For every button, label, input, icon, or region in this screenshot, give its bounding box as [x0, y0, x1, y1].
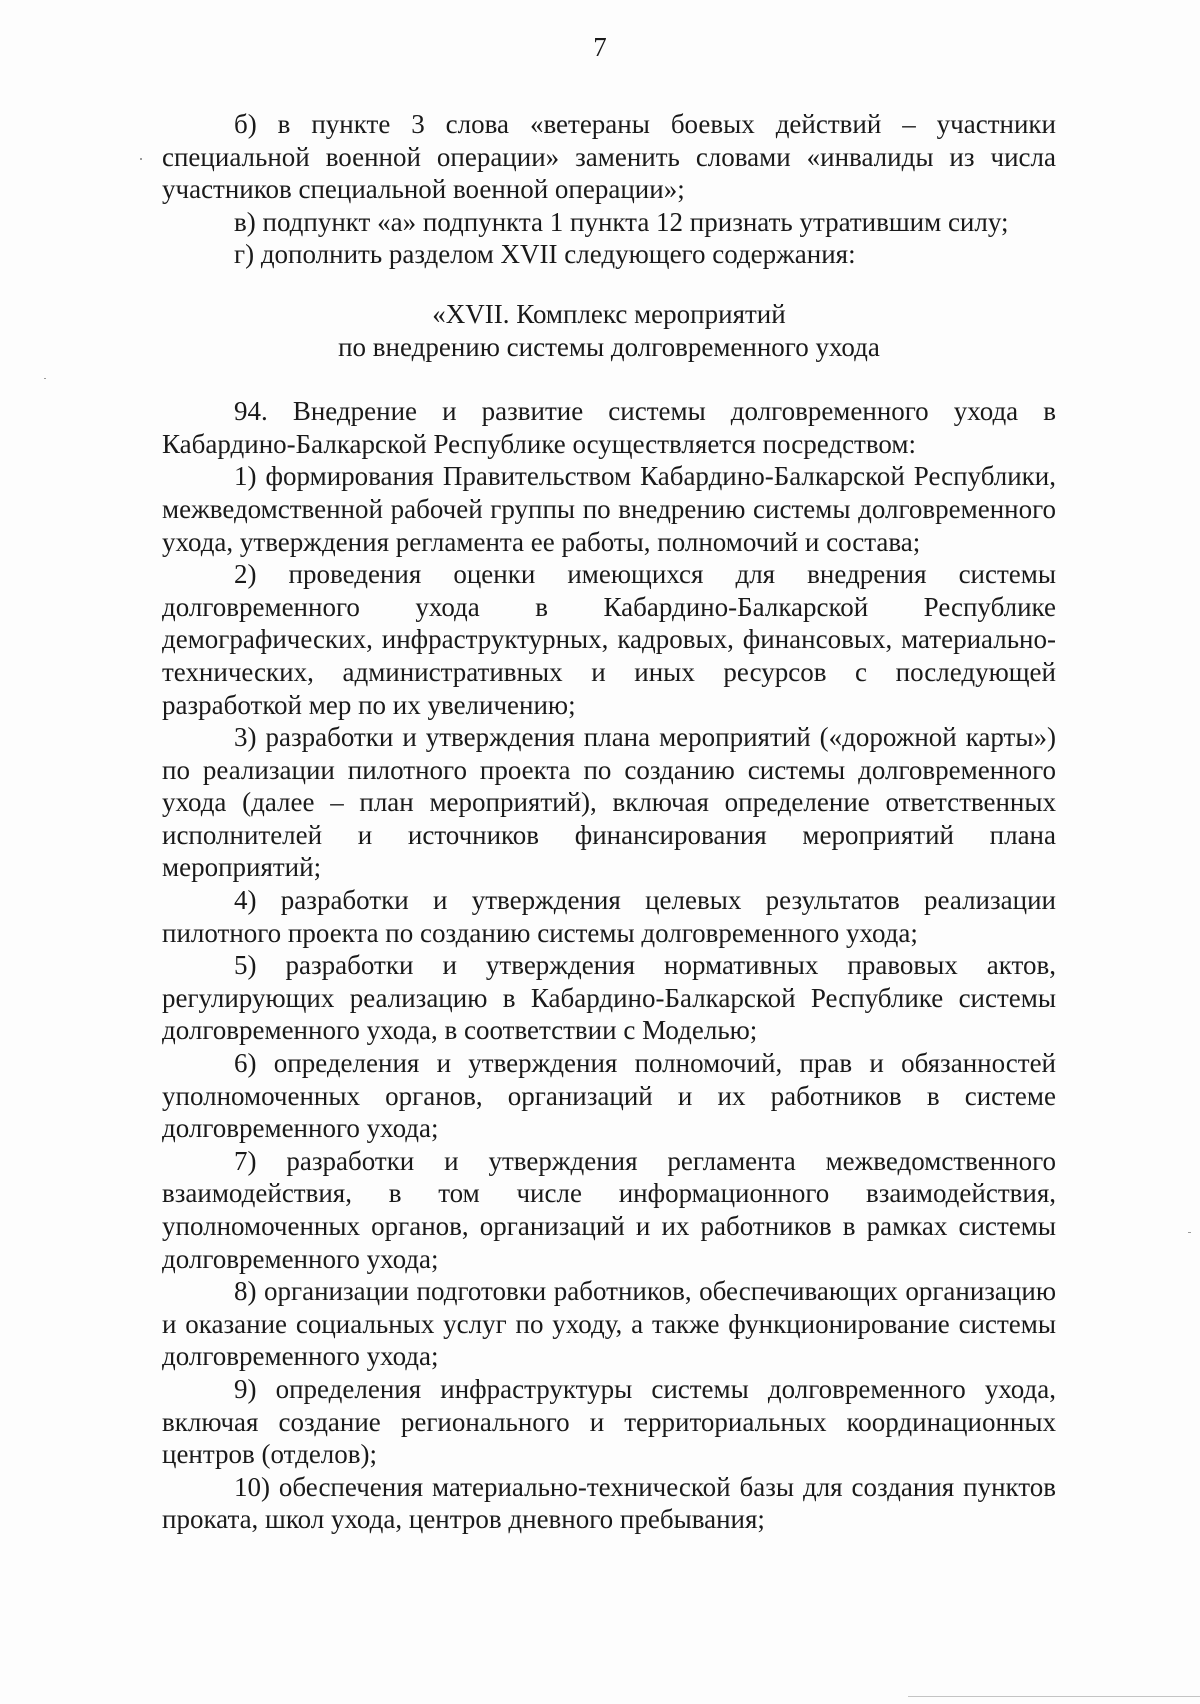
paragraph-94: 94. Внедрение и развитие системы долговременного ухода в Кабардино-Балкарской Республике осуществляется посредством: — [162, 396, 1056, 459]
amendment-g: г) дополнить разделом XVII следующего содержания: — [234, 239, 856, 270]
amendment-b: б) в пункте 3 слова «ветераны боевых действий – участники специальной военной операции» заменить словами «инвалиды из числа участников специальной военной операции»; — [162, 109, 1056, 205]
document-body — [162, 108, 1056, 1536]
list-item-1: 1) формирования Правительством Кабардино-Балкарской Республики, межведомственной рабочей группы по внедрению системы долговременного ухода, утверждения регламента ее работы, полномочий и состава; — [162, 461, 1056, 557]
list-item-9: 9) определения инфраструктуры системы долговременного ухода, включая создание регионального и территориальных координационных центров (отделов); — [162, 1373, 1056, 1470]
list-item-3: 3) разработки и утверждения плана мероприятий («дорожной карты») по реализации пилотного проекта по созданию системы долговременного ухода (далее – план мероприятий), включая определение ответственных исполнителей и источников финансирования мероприятий плана мероприятий; — [162, 722, 1056, 883]
page-number: 7 — [593, 32, 607, 62]
list-item-5: 5) разработки и утверждения нормативных правовых актов, регулирующих реализацию в Кабардино-Балкарской Республике системы долговременного ухода, в соответствии с Моделью; — [162, 950, 1056, 1046]
list-item-2: 2) проведения оценки имеющихся для внедрения системы долговременного ухода в Кабардино-Балкарской Республике демографических, инфраструктурных, кадровых, финансовых, материально-технических, административных и иных ресурсов с последующей разработкой мер по их увеличению; — [162, 559, 1056, 720]
spacer — [162, 271, 1056, 298]
section-heading-line-2: по внедрению системы долговременного ухода — [338, 331, 880, 362]
amendment-v: в) подпункт «а» подпункта 1 пункта 12 признать утратившим силу; — [234, 206, 1009, 237]
scan-speck — [44, 378, 46, 379]
list-item-10: 10) обеспечения материально-технической базы для создания пунктов проката, школ ухода, центров дневного пребывания; — [162, 1471, 1056, 1535]
list-item-6: 6) определения и утверждения полномочий, прав и обязанностей уполномоченных органов, организаций и их работников в системе долговременного ухода; — [162, 1048, 1056, 1144]
spacer — [162, 363, 1056, 395]
list-item-4: 4) разработки и утверждения целевых результатов реализации пилотного проекта по созданию системы долговременного ухода; — [162, 885, 1056, 948]
scan-speck — [140, 158, 142, 160]
list-item-8: 8) организации подготовки работников, обеспечивающих организацию и оказание социальных услуг по уходу, а также функционирование системы долговременного ухода; — [162, 1276, 1056, 1372]
scan-edge-line — [908, 1696, 1200, 1697]
list-item-7: 7) разработки и утверждения регламента межведомственного взаимодействия, в том числе информационного взаимодействия, уполномоченных органов, организаций и их работников в рамках системы долговременного ухода; — [162, 1145, 1056, 1274]
section-heading-line-1: «XVII. Комплекс мероприятий — [432, 298, 786, 329]
scan-speck — [1188, 1232, 1191, 1233]
